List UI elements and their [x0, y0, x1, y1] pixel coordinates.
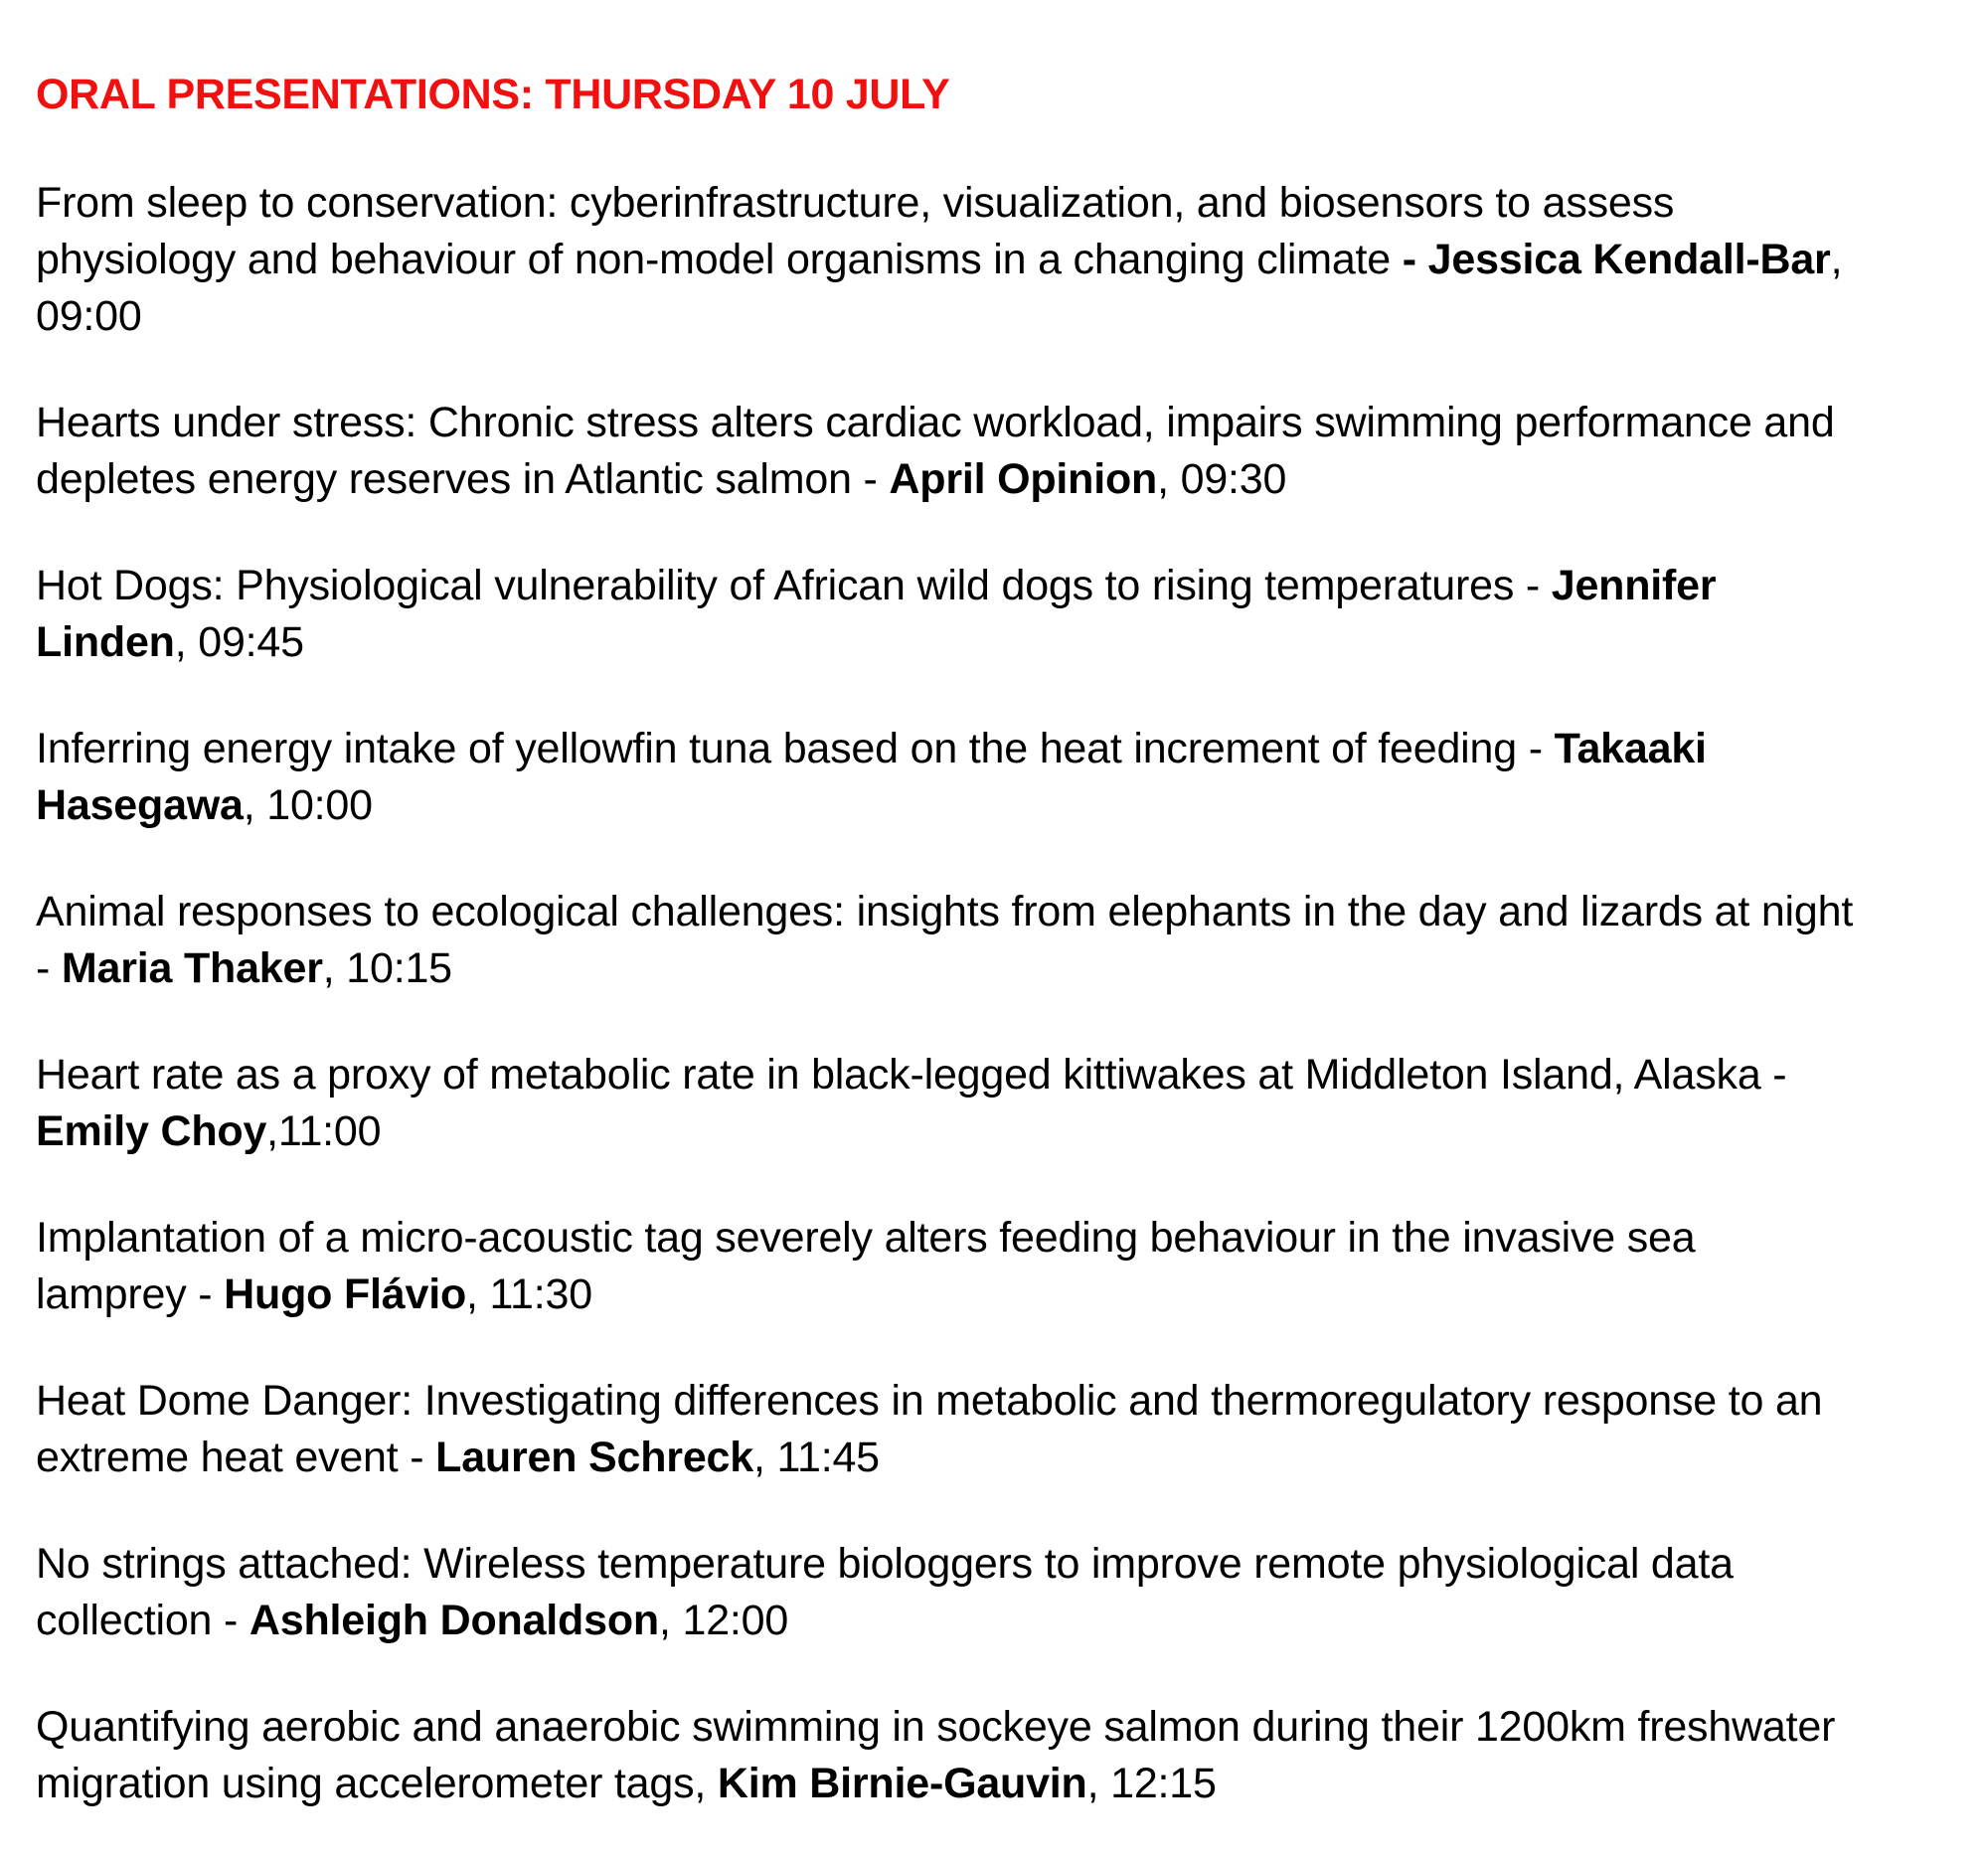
presentation-speaker: Maria Thaker: [61, 944, 323, 992]
presentation-title: Inferring energy intake of yellowfin tuna based on the heat increment of feeding -: [36, 725, 1555, 772]
presentation-time: 11:30: [489, 1270, 592, 1318]
presentation-time-separator: ,: [243, 781, 267, 829]
presentation-item: [36, 395, 1974, 508]
presentation-item: [36, 1210, 1974, 1323]
presentation-speaker: Hasegawa: [36, 781, 244, 829]
presentation-time: 12:00: [682, 1597, 789, 1644]
presentation-title: Implantation of a micro-acoustic tag severely alters feeding behaviour in the invasive sea: [36, 1214, 1696, 1262]
presentation-time: 11:45: [776, 1434, 880, 1481]
presentation-time-separator: ,: [752, 1434, 777, 1481]
presentation-speaker: Jessica Kendall-Bar: [1427, 236, 1831, 283]
presentation-time: 09:00: [36, 292, 142, 340]
presentation-speaker: Kim Birnie-Gauvin: [717, 1760, 1087, 1807]
presentation-separator: -: [1402, 236, 1428, 283]
presentation-time-separator: ,: [174, 618, 199, 666]
presentation-time: 11:00: [277, 1107, 382, 1155]
presentation-title: Hot Dogs: Physiological vulnerability of African wild dogs to rising temperatures -: [36, 562, 1552, 609]
presentation-speaker: Lauren Schreck: [435, 1434, 753, 1481]
presentation-title: From sleep to conservation: cyberinfrastructure, visualization, and biosensors to assess: [36, 179, 1675, 227]
presentation-speaker: Emily Choy: [36, 1107, 267, 1155]
presentation-item: [36, 1047, 1974, 1160]
presentation-time: 12:15: [1110, 1760, 1217, 1807]
presentation-item: [36, 1699, 1974, 1812]
presentation-item: [36, 1373, 1974, 1486]
presentation-title: lamprey -: [36, 1270, 225, 1318]
presentation-title: migration using accelerometer tags,: [36, 1760, 718, 1807]
presentation-speaker: April Opinion: [889, 455, 1158, 503]
presentation-speaker: Linden: [36, 618, 175, 666]
presentation-time-separator: ,: [658, 1597, 683, 1644]
presentation-time-separator: ,: [266, 1107, 278, 1155]
page-title: ORAL PRESENTATIONS: THURSDAY 10 JULY: [36, 71, 950, 118]
presentation-title: No strings attached: Wireless temperature biologgers to improve remote physiological data: [36, 1540, 1734, 1588]
presentation-time-separator: ,: [1086, 1760, 1111, 1807]
presentation-time: 10:15: [346, 944, 452, 992]
presentation-title: Quantifying aerobic and anaerobic swimming in sockeye salmon during their 1200km freshwater: [36, 1703, 1836, 1751]
presentation-speaker: Takaaki: [1554, 725, 1707, 772]
presentation-title: Heart rate as a proxy of metabolic rate in black-legged kittiwakes at Middleton Island, Alaska -: [36, 1051, 1787, 1099]
presentation-time: 10:00: [266, 781, 373, 829]
presentation-title: extreme heat event -: [36, 1434, 436, 1481]
presentation-title: Heat Dome Danger: Investigating differences in metabolic and thermoregulatory response to an: [36, 1377, 1823, 1425]
presentation-time-separator: ,: [322, 944, 347, 992]
presentation-time-separator: ,: [1830, 236, 1843, 283]
presentation-title: collection -: [36, 1597, 249, 1644]
presentation-item: [36, 721, 1974, 834]
presentation-time: 09:30: [1180, 455, 1287, 503]
presentation-speaker: Ashleigh Donaldson: [248, 1597, 659, 1644]
presentation-item: [36, 175, 1974, 345]
presentation-title: depletes energy reserves in Atlantic salmon -: [36, 455, 890, 503]
presentation-speaker: Jennifer: [1551, 562, 1717, 609]
presentation-speaker: Hugo Flávio: [224, 1270, 467, 1318]
presentation-time: 09:45: [198, 618, 304, 666]
presentation-title: Hearts under stress: Chronic stress alters cardiac workload, impairs swimming performance and: [36, 399, 1835, 446]
document-page: [36, 70, 1974, 1862]
presentation-title: -: [36, 944, 62, 992]
presentation-item: [36, 1536, 1974, 1649]
presentation-time-separator: ,: [1157, 455, 1181, 503]
presentation-item: [36, 558, 1974, 671]
presentation-time-separator: ,: [466, 1270, 490, 1318]
presentation-item: [36, 884, 1974, 997]
presentation-title: Animal responses to ecological challenges: insights from elephants in the day and lizards at night: [36, 888, 1854, 935]
presentation-title: physiology and behaviour of non-model organisms in a changing climate: [36, 236, 1403, 283]
